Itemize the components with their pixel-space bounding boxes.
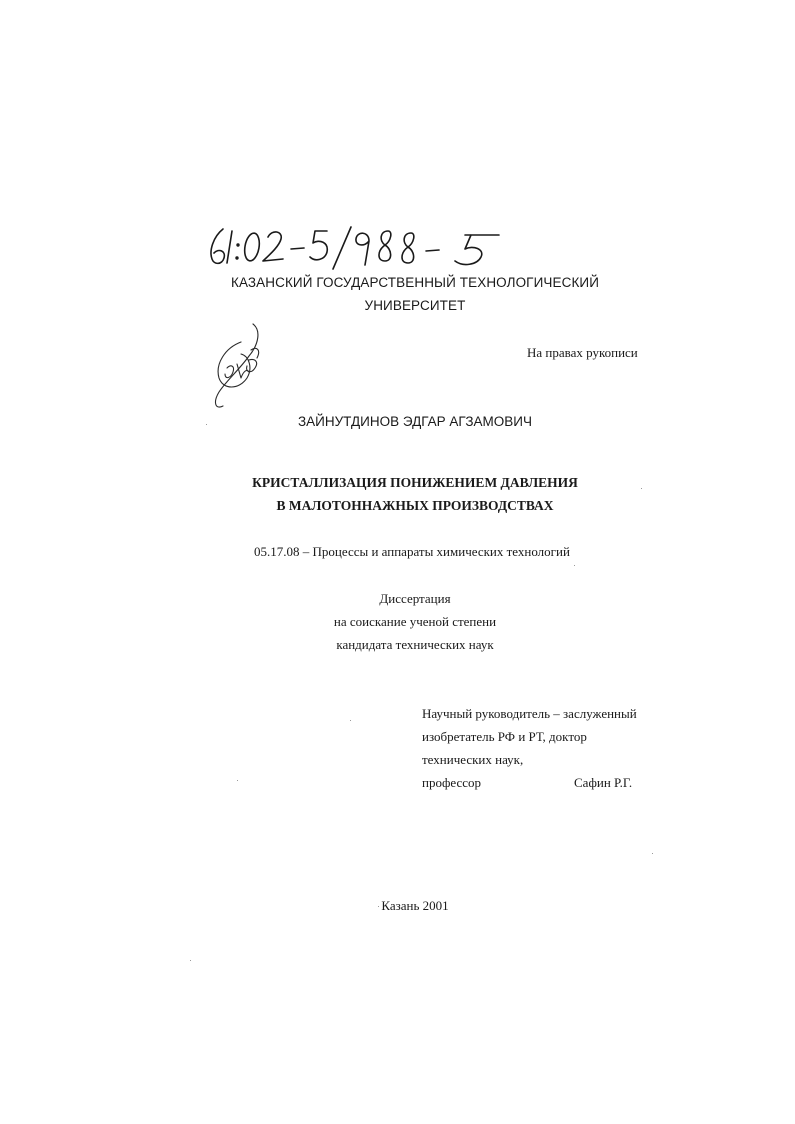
advisor-line3: технических наук, [422, 752, 524, 767]
degree-purpose: на соискание ученой степени [333, 614, 497, 629]
advisor-line4: профессор [422, 775, 482, 790]
advisor-line2: изобретатель РФ и РТ, доктор [422, 729, 587, 744]
scan-speck [641, 488, 642, 489]
signature-drawing [205, 320, 275, 415]
author-name: ЗАЙНУТДИНОВ ЭДГАР АГЗАМОВИЧ [297, 414, 533, 429]
advisor-line1: Научный руководитель – заслуженный [422, 706, 637, 721]
dissertation-title-line2: В МАЛОТОННАЖНЫХ ПРОИЗВОДСТВАХ [276, 498, 554, 513]
scan-speck [190, 960, 191, 961]
signature-stamp [205, 320, 275, 415]
specialty-code: 05.17.08 – Процессы и аппараты химических технологий [254, 544, 570, 559]
rights-note: На правах рукописи [527, 345, 638, 360]
scan-speck [574, 565, 575, 566]
scan-speck [378, 906, 379, 907]
degree-name: кандидата технических наук [336, 637, 494, 652]
scan-speck [237, 780, 238, 781]
scan-speck [350, 720, 351, 721]
handwritten-catalog-code [205, 225, 515, 275]
handwritten-code-drawing [205, 225, 515, 275]
institution-name-line1: КАЗАНСКИЙ ГОСУДАРСТВЕННЫЙ ТЕХНОЛОГИЧЕСКИЙ [230, 275, 600, 290]
advisor-name: Сафин Р.Г. [574, 775, 633, 790]
dissertation-title-line1: КРИСТАЛЛИЗАЦИЯ ПОНИЖЕНИЕМ ДАВЛЕНИЯ [252, 475, 578, 490]
city-year: Казань 2001 [381, 898, 449, 913]
scan-speck [206, 424, 207, 425]
scan-speck [652, 853, 653, 854]
institution-name-line2: УНИВЕРСИТЕТ [364, 298, 466, 313]
dissertation-label: Диссертация [379, 591, 451, 606]
